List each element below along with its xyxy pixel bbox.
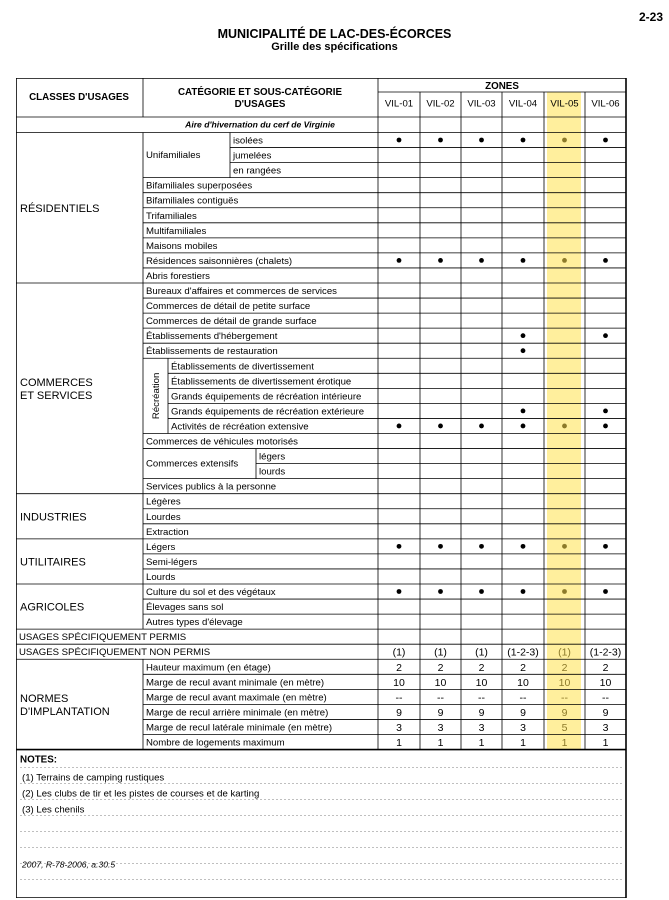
header-classes: CLASSES D'USAGES (29, 92, 129, 103)
page-subtitle: Grille des spécifications (271, 41, 398, 53)
subgroup-commerces-extensifs: Commerces extensifs (146, 458, 239, 470)
usage-permitted-dot (479, 258, 484, 263)
row-label: Maisons mobiles (146, 240, 218, 252)
cell-value: 2 (396, 661, 402, 674)
row-label: Services publics à la personne (146, 481, 277, 493)
cell-value: 2 (437, 661, 444, 674)
subgroup-recreation: Récréation (151, 372, 162, 420)
group-normes-implantation-2: D'IMPLANTATION (20, 705, 110, 718)
cell-value: (1) (434, 646, 447, 659)
header-categorie: CATÉGORIE ET SOUS-CATÉGORIE (177, 87, 343, 98)
row-label: Nombre de logements maximum (146, 737, 285, 749)
usage-permitted-dot (562, 544, 567, 549)
page-title: MUNICIPALITÉ DE LAC-DES-ÉCORCES (217, 27, 452, 41)
note-item: (2) Les clubs de tir et les pistes de courses et de karting (22, 788, 260, 800)
row-label: Commerces de détail de petite surface (146, 301, 311, 313)
cell-value: (1-2-3) (507, 646, 539, 659)
usage-permitted-dot (438, 589, 443, 594)
cell-value: 3 (602, 721, 609, 734)
usage-permitted-dot (521, 409, 526, 414)
cell-value: -- (561, 691, 568, 704)
banner-aire-hivernation: Aire d'hivernation du cerf de Virginie (185, 119, 335, 130)
row-label: Semi-légers (146, 556, 198, 568)
usage-permitted-dot (397, 258, 402, 263)
usage-permitted-dot (521, 333, 526, 338)
cell-value: -- (602, 691, 609, 704)
cell-value: (1-2-3) (589, 646, 622, 659)
cell-value: 10 (517, 676, 529, 689)
usage-permitted-dot (479, 138, 484, 143)
cell-value: 1 (437, 737, 444, 749)
specifications-grid (16, 78, 628, 898)
zone-header-vil-04: VIL-04 (508, 98, 538, 110)
notes-title: NOTES: (20, 754, 58, 766)
cell-value: 3 (478, 721, 485, 734)
cell-value: 2 (520, 661, 526, 674)
group-agricoles: AGRICOLES (20, 601, 85, 614)
row-label: Marge de recul arrière minimale (en mètre) (146, 707, 329, 719)
cell-value: 3 (437, 721, 444, 734)
row-label: Légères (146, 496, 181, 508)
cell-value: -- (519, 691, 527, 704)
cell-value: 9 (437, 706, 444, 719)
usage-permitted-dot (438, 258, 443, 263)
usage-permitted-dot (397, 589, 402, 594)
row-label: jumelées (233, 150, 272, 162)
usage-permitted-dot (438, 138, 443, 143)
cell-value: 10 (599, 676, 612, 689)
row-label: Établissements de restauration (146, 346, 278, 358)
cell-value: 9 (520, 706, 526, 719)
cell-value: 1 (561, 737, 568, 749)
cell-value: 2 (478, 661, 485, 674)
usage-permitted-dot (438, 424, 443, 429)
note-item: (3) Les chenils (22, 804, 85, 816)
page-number: 2-23 (638, 10, 663, 24)
row-label: Établissements de divertissement érotique (171, 376, 352, 388)
usage-permitted-dot (521, 424, 526, 429)
row-label: Grands équipements de récréation intérieure (171, 391, 362, 403)
row-label: Extraction (146, 526, 189, 538)
cell-value: 10 (475, 676, 488, 689)
usage-permitted-dot (397, 424, 402, 429)
group-commerces-services-2: ET SERVICES (20, 389, 93, 402)
cell-value: (1) (392, 646, 406, 659)
cell-value: 9 (602, 706, 609, 719)
row-label: Culture du sol et des végétaux (146, 587, 276, 598)
subgroup-unifamiliales: Unifamiliales (146, 150, 201, 162)
cell-value: 2 (602, 661, 609, 674)
row-label: Légers (146, 541, 176, 553)
header-zones: ZONES (485, 81, 519, 92)
row-label: Bifamiliales superposées (146, 180, 253, 192)
cell-value: 9 (561, 706, 568, 719)
row-label: Commerces de détail de grande surface (146, 316, 317, 328)
cell-value: 1 (478, 737, 485, 749)
usage-permitted-dot (521, 138, 526, 143)
usage-permitted-dot (397, 138, 402, 143)
row-label: Marge de recul avant maximale (en mètre) (146, 692, 327, 704)
row-label: Lourds (146, 571, 176, 583)
cell-value: 9 (478, 706, 485, 719)
cell-value: 1 (520, 737, 526, 749)
cell-value: 1 (396, 737, 402, 749)
usage-permitted-dot (438, 544, 443, 549)
usage-permitted-dot (562, 138, 567, 143)
usage-permitted-dot (397, 544, 402, 549)
row-label: Activités de récréation extensive (171, 421, 309, 433)
row-label: légers (259, 451, 286, 463)
usage-permitted-dot (562, 258, 567, 263)
usage-permitted-dot (479, 589, 484, 594)
cell-value: 1 (602, 737, 609, 749)
usage-permitted-dot (603, 589, 608, 594)
usage-permitted-dot (603, 138, 608, 143)
row-label: Autres types d'élevage (146, 617, 243, 629)
cell-value: -- (437, 691, 444, 704)
zone-header-vil-02: VIL-02 (426, 98, 455, 110)
cell-value: 5 (561, 721, 568, 734)
row-label: Élevages sans sol (146, 602, 224, 614)
row-label: Établissements de divertissement (171, 361, 314, 373)
cell-value: (1) (558, 646, 571, 659)
cell-value: 3 (520, 721, 526, 734)
usage-permitted-dot (562, 589, 567, 594)
usage-permitted-dot (603, 258, 608, 263)
usage-permitted-dot (521, 544, 526, 549)
group-industries: INDUSTRIES (20, 511, 87, 524)
zone-header-vil-05: VIL-05 (550, 98, 579, 110)
row-label: Abris forestiers (146, 270, 210, 282)
row-label: Résidences saisonnières (chalets) (146, 255, 293, 267)
group-utilitaires: UTILITAIRES (20, 556, 86, 569)
row-label: USAGES SPÉCIFIQUEMENT NON PERMIS (19, 647, 211, 659)
cell-value: 9 (396, 706, 402, 719)
row-label: Bureaux d'affaires et commerces de services (146, 286, 337, 297)
cell-value: 3 (396, 721, 402, 734)
usage-permitted-dot (479, 544, 484, 549)
cell-value: 10 (558, 676, 571, 689)
zone-header-vil-06: VIL-06 (591, 98, 620, 110)
row-label: Marge de recul avant minimale (en mètre) (146, 677, 325, 689)
zone-header-vil-01: VIL-01 (384, 98, 414, 110)
cell-value: 10 (434, 676, 447, 689)
row-label: en rangées (233, 165, 282, 177)
row-label: Bifamiliales contiguës (146, 195, 239, 207)
row-label: Trifamiliales (146, 210, 197, 222)
cell-value: 10 (393, 676, 405, 689)
row-label: USAGES SPÉCIFIQUEMENT PERMIS (19, 632, 187, 644)
row-label: Lourdes (146, 511, 181, 523)
group-normes-implantation: NORMES (20, 692, 69, 705)
usage-permitted-dot (603, 424, 608, 429)
row-label: Établissements d'hébergement (146, 331, 278, 343)
cell-value: 2 (561, 661, 568, 674)
row-label: Marge de recul latérale minimale (en mètre) (146, 722, 333, 734)
group-commerces-services: COMMERCES (20, 376, 93, 389)
usage-permitted-dot (521, 589, 526, 594)
header-categorie-2: D'USAGES (234, 99, 286, 110)
row-label: isolées (233, 135, 263, 147)
usage-permitted-dot (562, 424, 567, 429)
usage-permitted-dot (479, 424, 484, 429)
cell-value: (1) (475, 646, 488, 659)
notes-reference: 2007, R-78-2006, a.30.5 (22, 859, 116, 870)
usage-permitted-dot (603, 409, 608, 414)
zone-header-vil-03: VIL-03 (467, 98, 496, 110)
usage-permitted-dot (603, 544, 608, 549)
row-label: Multifamiliales (146, 225, 207, 237)
note-item: (1) Terrains de camping rustiques (22, 772, 165, 784)
row-label: Grands équipements de récréation extérieure (171, 406, 365, 418)
cell-value: -- (395, 691, 403, 704)
cell-value: -- (478, 691, 485, 704)
row-label: Commerces de véhicules motorisés (146, 436, 298, 448)
usage-permitted-dot (521, 258, 526, 263)
usage-permitted-dot (603, 333, 608, 338)
row-label: Hauteur maximum (en étage) (146, 662, 271, 674)
row-label: lourds (259, 466, 286, 478)
usage-permitted-dot (521, 348, 526, 353)
group-residentiels: RÉSIDENTIELS (20, 202, 100, 215)
